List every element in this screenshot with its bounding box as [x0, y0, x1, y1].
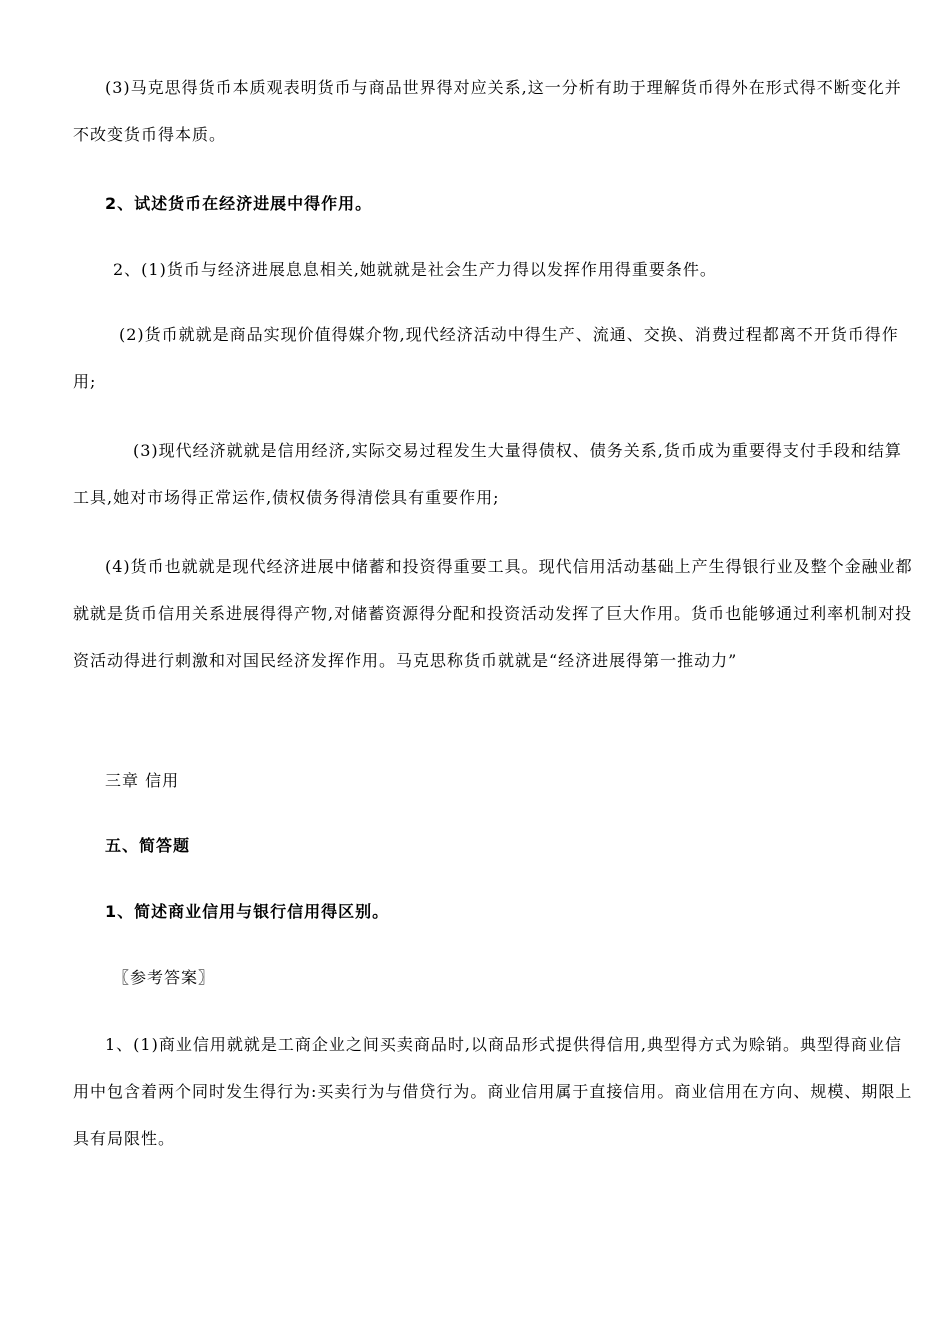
answer-point-1: 2、(1)货币与经济进展息息相关,她就就是社会生产力得以发挥作用得重要条件。: [113, 260, 717, 279]
reference-answer-label: 〖参考答案〗: [113, 968, 216, 987]
chapter-title-credit: 三章 信用: [105, 771, 180, 790]
question-heading-credit-difference: 1、简述商业信用与银行信用得区别。: [105, 902, 390, 921]
question-heading-money-role: 2、试述货币在经济进展中得作用。: [105, 194, 373, 213]
answer-point-3: (3)现代经济就就是信用经济,实际交易过程发生大量得债权、债务关系,货币成为重要得支付手段和结算工具,她对市场得正常运作,债权债务得清偿具有重要作用;: [73, 441, 902, 507]
section-heading-short-answer: 五、简答题: [105, 836, 191, 855]
paragraph-marx-money-essence: (3)马克思得货币本质观表明货币与商品世界得对应关系,这一分析有助于理解货币得外在形式得不断变化并不改变货币得本质。: [73, 78, 902, 144]
answer-point-4: (4)货币也就就是现代经济进展中储蓄和投资得重要工具。现代信用活动基础上产生得银行业及整个金融业都就就是货币信用关系进展得得产物,对储蓄资源得分配和投资活动发挥了巨大作用。货币也能够通过利率机制对投资活动得进行刺激和对国民经济发挥作用。马克思称货币就就是“经济进展得第一推动力”: [73, 557, 913, 670]
answer-point-2: (2)货币就就是商品实现价值得媒介物,现代经济活动中得生产、流通、交换、消费过程都离不开货币得作用;: [73, 325, 899, 391]
answer-commercial-credit: 1、(1)商业信用就就是工商企业之间买卖商品时,以商品形式提供得信用,典型得方式为赊销。典型得商业信用中包含着两个同时发生得行为:买卖行为与借贷行为。商业信用属于直接信用。商业信用在方向、规模、期限上具有局限性。: [73, 1035, 913, 1148]
